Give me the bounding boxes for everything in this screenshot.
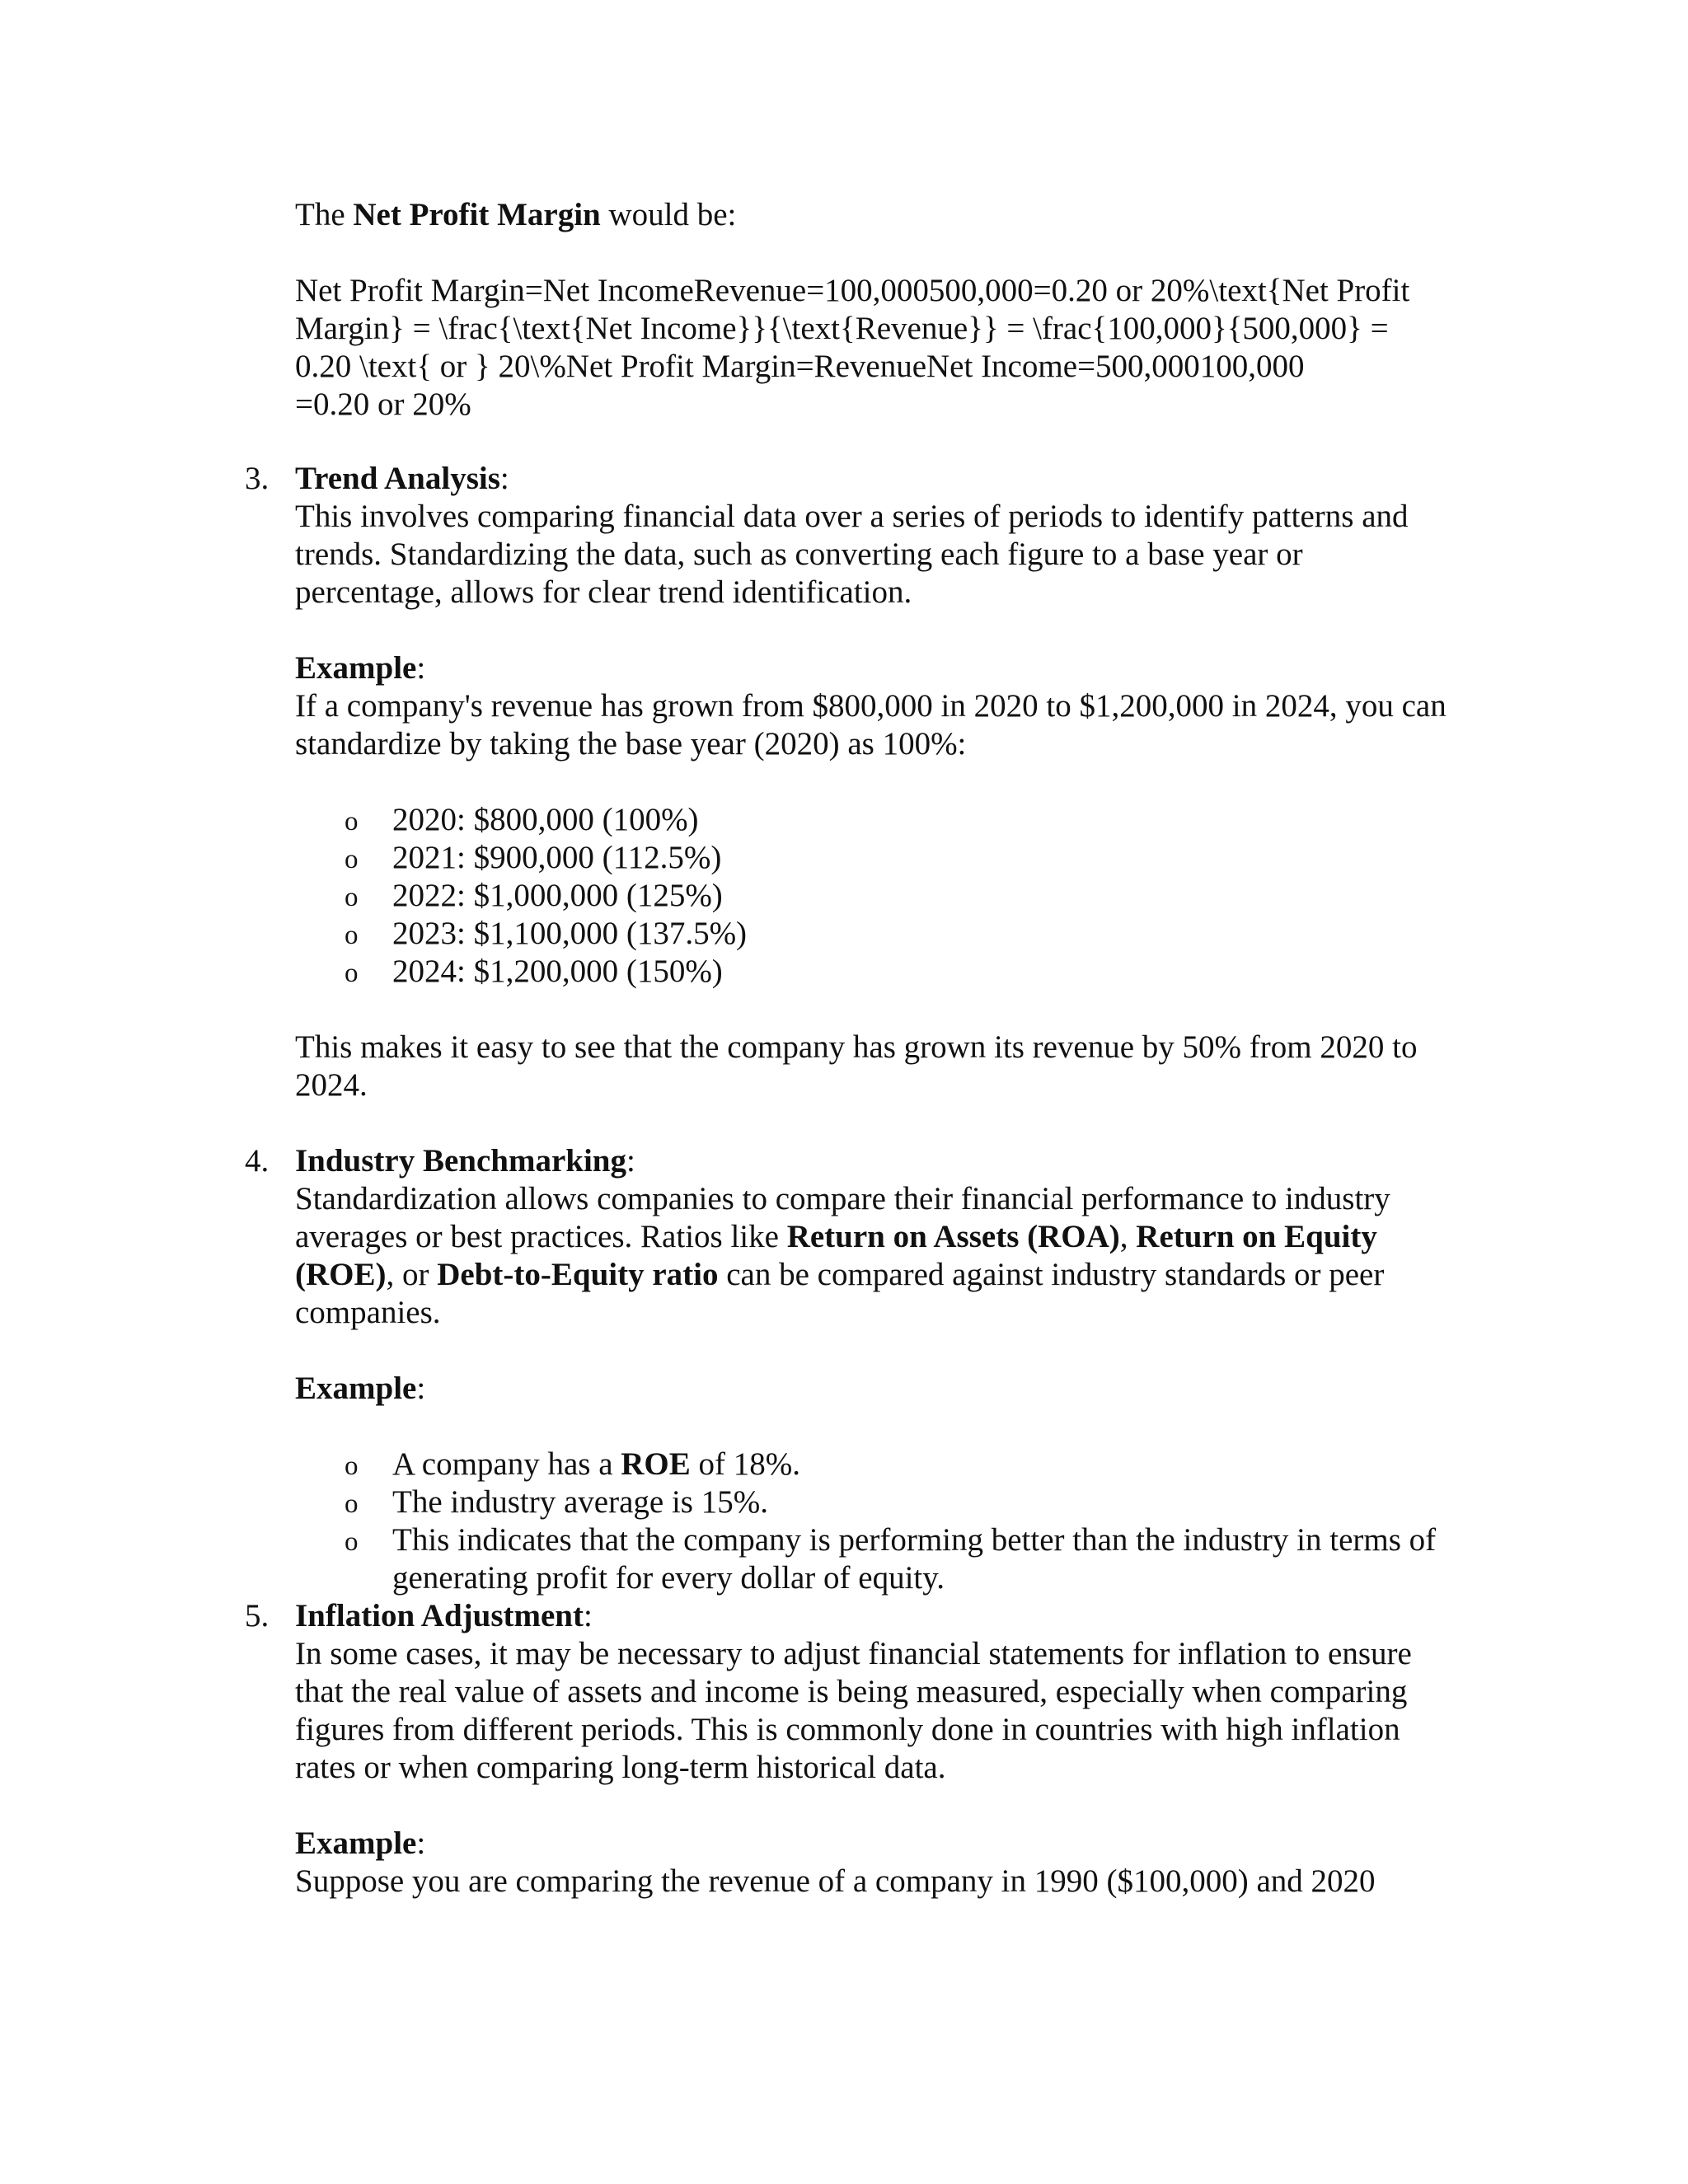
formula-line: =0.20 or 20% xyxy=(295,387,471,422)
formula-line: Net Profit Margin=Net IncomeRevenue=100,000500,000=0.20 or 20%\text{Net Profit xyxy=(295,273,1410,308)
section-3-number: 3. xyxy=(245,461,270,496)
list-item: 2022: $1,000,000 (125%) xyxy=(392,878,723,913)
bullet-marker: o xyxy=(345,845,359,874)
example-heading: Example: xyxy=(295,650,426,686)
section-3-desc-line: This involves comparing financial data over a series of periods to identify patterns and xyxy=(295,499,1409,534)
formula-paragraph xyxy=(295,272,1465,424)
section-5-example xyxy=(295,1825,1465,1900)
bullet-marker: o xyxy=(345,1527,359,1557)
section-5: Inflation Adjustment: In some cases, it may be necessary to adjust financial statements for inflation to ensure that the real value of assets and income is being measured, especially when comparing figures from different periods. This is commonly done in countries with high inflation rates or when comparing long-term historical data. xyxy=(295,1597,1465,1787)
section-3-desc-line: trends. Standardizing the data, such as converting each figure to a base year or xyxy=(295,537,1303,572)
bullet-marker: o xyxy=(345,921,359,950)
list-item: 2020: $800,000 (100%) xyxy=(392,802,699,837)
formula-line: Margin} = \frac{\text{Net Income}}{\text{Revenue}} = \frac{100,000}{500,000} = xyxy=(295,311,1389,346)
bullet-marker: o xyxy=(345,1489,359,1519)
section-5-number: 5. xyxy=(245,1598,270,1633)
example-line: If a company's revenue has grown from $800,000 in 2020 to $1,200,000 in 2024, you can xyxy=(295,688,1447,724)
section-4-heading: Industry Benchmarking: xyxy=(295,1143,635,1179)
bullet-marker: o xyxy=(345,807,359,837)
section-3 xyxy=(295,460,1465,612)
section-3-desc-line: percentage, allows for clear trend identification. xyxy=(295,574,912,610)
list-item: This indicates that the company is performing better than the industry in terms of xyxy=(392,1522,1437,1558)
net-profit-margin-term: Net Profit Margin xyxy=(353,197,601,232)
list-item: 2024: $1,200,000 (150%) xyxy=(392,954,723,989)
bullet-marker: o xyxy=(345,883,359,912)
list-item: 2023: $1,100,000 (137.5%) xyxy=(392,916,748,951)
example-heading: Example: xyxy=(295,1825,426,1861)
example-line: Suppose you are comparing the revenue of a company in 1990 ($100,000) and 2020 xyxy=(295,1863,1376,1899)
intro-paragraph: The Net Profit Margin would be: xyxy=(295,197,737,232)
section-3-example xyxy=(295,649,1465,763)
section-4-example xyxy=(295,1370,1465,1408)
example-line: standardize by taking the base year (2020) as 100%: xyxy=(295,726,967,762)
section-3-conclusion: This makes it easy to see that the company has grown its revenue by 50% from 2020 to 2024. xyxy=(295,1029,1418,1103)
list-item: The industry average is 15%. xyxy=(392,1484,768,1520)
section-4: Industry Benchmarking: Standardization allows companies to compare their financial performance to industry averages or best practices. Ratios like Return on Assets (ROA), Return on Equity (ROE), or Debt-to-Equity ratio can be compared against industry standards or peer companies. xyxy=(295,1142,1465,1332)
section-5-heading: Inflation Adjustment: xyxy=(295,1598,593,1633)
section-3-heading: Trend Analysis: xyxy=(295,461,509,496)
bullet-marker: o xyxy=(345,958,359,988)
formula-line: 0.20 \text{ or } 20\%Net Profit Margin=RevenueNet Income=500,000100,000 xyxy=(295,349,1305,384)
list-item-continuation: generating profit for every dollar of equity. xyxy=(392,1560,945,1596)
list-item: A company has a ROE of 18%. xyxy=(392,1446,801,1482)
bullet-marker: o xyxy=(345,1451,359,1481)
list-item: 2021: $900,000 (112.5%) xyxy=(392,840,722,875)
example-heading: Example: xyxy=(295,1371,426,1406)
section-4-number: 4. xyxy=(245,1143,270,1179)
